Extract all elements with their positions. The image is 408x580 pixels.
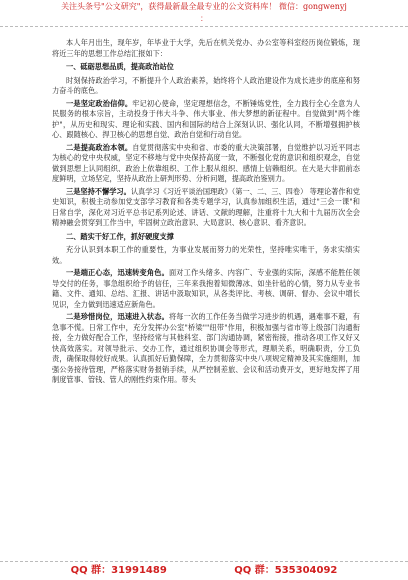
paragraph-2	[52, 99, 360, 141]
paragraph-5: 充分认识到本职工作的重要性，为事业发展而努力的光荣性，坚持唯实唯干，务求实绩实效。	[52, 245, 360, 265]
paragraph-7	[52, 312, 360, 386]
footer-qq-2: QQ 群：535304092	[234, 565, 338, 576]
paragraph-4	[52, 187, 360, 229]
paragraph-4-text: 认真学习《习近平谈治国理政》（第一、二、三、四卷） 等理论著作和党史知识，积极主动参加党支部学习教育和各类专题学习，认真参加组织生活，通过"三会一课"和日常自学，深化对习近平总书记系列论述、讲话、文献的理解，注重将十九大和十九届历次全会精神融会贯穿到工作当中，牢固树立政治意识、大局意识、核心意识、看齐意识。	[52, 186, 360, 227]
paragraph-4-lead: 三是坚持不懈学习。	[66, 186, 131, 196]
paragraph-7-text: 将每一次的工作任务当做学习进步的机遇，遇难事不避，有急事不慌。日常工作中，充分发挥办公室"桥梁""纽带"作用，积极加强与省市等上级部门沟通衔接，全力做好配合工作，坚持经常与其他科室、部门沟通协调，紧密衔接，推动各项工作又好又快高效落实。对领导批示、交办工作，通过组织协调会等形式，理顺关系，明确职责，分工负责，确保取得较好成果。认真抓好后勤保障，全力贯彻落实中央八项规定精神及其实施细则，加强公务接待管理，严格落实财务报销手续，从严控制差旅、会议和活动费开支，更好地发挥了用制度管事、管钱、管人的刚性约束作用。带头	[52, 312, 360, 384]
paragraph-3-lead: 二是提高政治本领。	[66, 142, 133, 152]
banner-line-2: ：	[200, 14, 208, 23]
section-heading-2: 二、踏实干好工作，抓好硬度支撑	[66, 231, 174, 241]
paragraph-1: 时刻保持政治学习，不断提升个人政治素养，始终将个人政治建设作为成长进步的底座和努力奋斗的底色。	[52, 75, 360, 95]
footer-qq-1: QQ 群：31991489	[70, 565, 167, 576]
header-banner	[0, 0, 408, 27]
paragraph-6-lead: 一是端正心态，迅速转变角色。	[66, 268, 169, 277]
section-heading-1: 一、砥砺思想品质，提高政治站位	[66, 62, 174, 71]
paragraph-6	[52, 268, 360, 310]
paragraph-7-lead: 二是珍惜岗位，迅速进入状态。	[66, 312, 169, 321]
paragraph-2-text: 牢记初心使命，坚定理想信念，不断锤炼党性，全力践行全心全意为人民服务的根本宗旨，主动投身于伟大斗争、伟大事业、伟大梦想的新征程中。自觉做到"两个维护"，从历史和现实、理论和实践、国内和国际的结合上深刻认识、强化认同，不断增强拥护核心、跟随核心、捍卫核心的思想自觉、政治自觉和行动自觉。	[52, 98, 360, 139]
banner-line-1: 关注头条号"公文研究"，获得最新最全最专业的公文资料库！ 微信：gongwenyj	[61, 2, 347, 11]
intro-paragraph: 本人年月出生，现年岁，年毕业于大学，先后在机关党办、办公室等科室经历岗位锻炼，现将近三年的思想工作总结汇报如下：	[52, 38, 360, 58]
paragraph-6-text: 面对工作头绪多、内容广、专业强的实际，深感不能胜任领导交付的任务，事急组织给予的信任，三年来我抱着知微薄冰、如坐针毡的心情，努力从专业书籍、文件、通知、总结、汇报、讲话中汲取知识，从各类评比、考核、调研、督办、会议中增长见识，全力做到迅速适应新角色。	[52, 268, 360, 309]
document-body	[52, 38, 360, 560]
paragraph-2-lead: 一是坚定政治信仰。	[66, 98, 133, 108]
footer-bar	[0, 561, 408, 580]
paragraph-3	[52, 143, 360, 185]
paragraph-3-text: 自觉贯彻落实中央和省、市委的重大决策部署，自觉维护以习近平同志为核心的党中央权威，坚定不移地与党中央保持高度一致，不断强化党的意识和组织观念，自觉做到思想上认同组织、政治上依靠组织、工作上服从组织、感情上信赖组织。在大是大非面前态度鲜明，立场坚定，坚持从政治上研判形势、分析问题，提高政治鉴别力。	[52, 142, 360, 183]
